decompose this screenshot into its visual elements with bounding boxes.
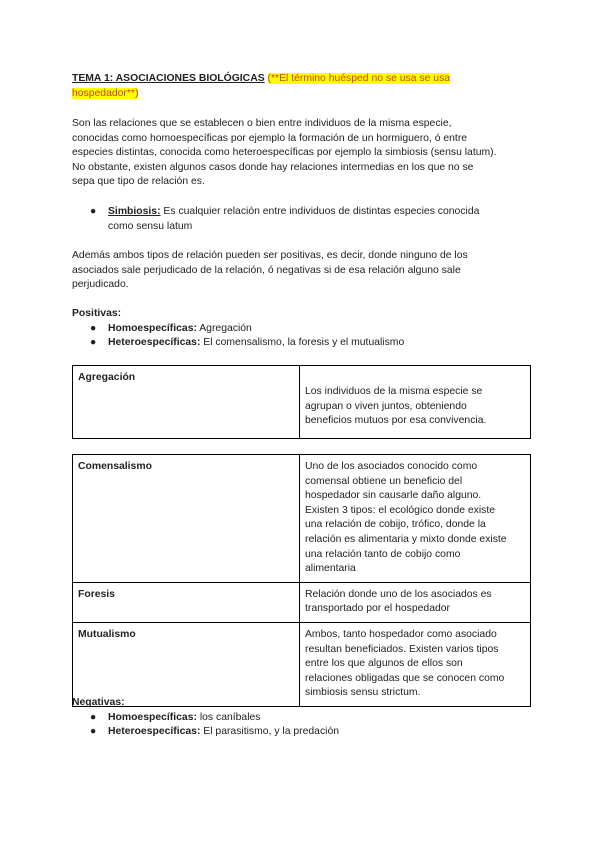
list-text: los caníbales (196, 711, 261, 723)
table-cell-description (300, 455, 531, 583)
description-line: relaciones obligadas que se conocen como (305, 672, 505, 684)
description-line: comensal obtiene un beneficio del (305, 475, 463, 487)
intro-paragraph (72, 117, 532, 190)
simbiosis-definition: Es cualquier relación entre individuos de distintas especies conocida (160, 206, 480, 217)
simbiosis-term: Simbiosis: (108, 206, 161, 217)
description-line: alimentaria (305, 563, 356, 575)
list-item (72, 336, 532, 351)
description-line: relación es alimentaria y mixto donde existe (305, 533, 507, 545)
ademas-line: perjudicado. (72, 279, 129, 291)
description-line: entre los que algunos de ellos son (305, 658, 463, 670)
description-line: una relación tanto de cobijo como (305, 548, 461, 560)
list-term: Heteroespecíficas: (108, 726, 201, 738)
list-text: El parasitismo, y la predación (200, 726, 340, 738)
list-item (72, 711, 532, 726)
negativas-section (72, 696, 532, 740)
description-line: agrupan o viven juntos, obteniendo (305, 400, 467, 412)
bullet-icon: ● (90, 322, 97, 334)
bullet-icon: ● (90, 726, 97, 738)
description-line: resultan beneficiados. Existen varios tipos (305, 643, 499, 655)
table-row (73, 366, 531, 439)
title-note: (**El término huésped no se usa se usa (267, 73, 451, 84)
description-line: Uno de los asociados conocido como (305, 461, 478, 472)
description-line: simbiosis sensu strictum. (305, 687, 421, 699)
table-cell-description (300, 622, 531, 706)
title-note-continued: hospedador**) (72, 87, 139, 99)
intro-line: especies distintas, conocida como heteroespecíficas por ejemplo la simbiosis (sensu latum). (72, 147, 497, 159)
description-line: Existen 3 tipos: el ecológico donde existe (305, 504, 496, 516)
bullet-icon: ● (90, 206, 97, 217)
table-row (73, 582, 531, 622)
table-cell-name: Agregación (73, 366, 300, 439)
list-item (72, 322, 532, 337)
list-item (72, 725, 532, 740)
document-title (72, 72, 532, 101)
intro-line: No obstante, existen algunos casos donde hay relaciones intermedias en los que no se (72, 161, 474, 173)
bullet-icon: ● (90, 337, 97, 349)
intro-line: sepa que tipo de relación es. (72, 176, 205, 188)
table-row (73, 455, 531, 583)
title-main: TEMA 1: ASOCIACIONES BIOLÓGICAS (72, 73, 265, 84)
relaciones-table (72, 454, 531, 707)
positivas-section (72, 307, 532, 351)
table-cell-name: Mutualismo (73, 622, 300, 706)
ademas-line: Además ambos tipos de relación pueden ser positivas, es decir, donde ninguno de los (72, 250, 468, 261)
table-cell-description (300, 582, 531, 622)
simbiosis-list (72, 205, 532, 234)
description-line: Los individuos de la misma especie se (305, 386, 483, 397)
ademas-paragraph (72, 249, 532, 293)
description-line: Ambos, tanto hospedador como asociado (305, 628, 497, 640)
table-cell-description (300, 366, 531, 439)
list-term: Homoespecíficas: (108, 322, 197, 334)
description-line: hospedador sin causarle daño alguno. (305, 490, 482, 502)
list-term: Homoespecíficas: (108, 711, 197, 723)
intro-line: Son las relaciones que se establecen o bien entre individuos de la misma especie, (72, 118, 452, 129)
list-term: Heteroespecíficas: (108, 337, 201, 349)
table-row (73, 622, 531, 706)
agregacion-table (72, 365, 531, 439)
description-line: beneficios mutuos por esa convivencia. (305, 415, 487, 427)
ademas-line: asociados sale perjudicado de la relación, ó negativas si de esa relación alguno sale (72, 264, 461, 276)
bullet-icon: ● (90, 711, 97, 723)
list-text: Agregación (196, 322, 252, 334)
table-cell-name: Foresis (73, 582, 300, 622)
description-line: una relación de cobijo, trófico, donde la (305, 519, 486, 531)
table-cell-name: Comensalismo (73, 455, 300, 583)
positivas-heading: Positivas: (72, 308, 122, 319)
description-line: Relación donde uno de los asociados es (305, 588, 492, 600)
simbiosis-definition-continued: como sensu latum (108, 220, 193, 232)
list-item (72, 205, 532, 234)
list-text: El comensalismo, la foresis y el mutualismo (200, 337, 405, 349)
negativas-heading: Negativas: (72, 697, 125, 708)
intro-line: conocidas como homoespecíficas por ejemplo la formación de un hormiguero, ó entre (72, 132, 468, 144)
description-line: transportado por el hospedador (305, 603, 450, 615)
